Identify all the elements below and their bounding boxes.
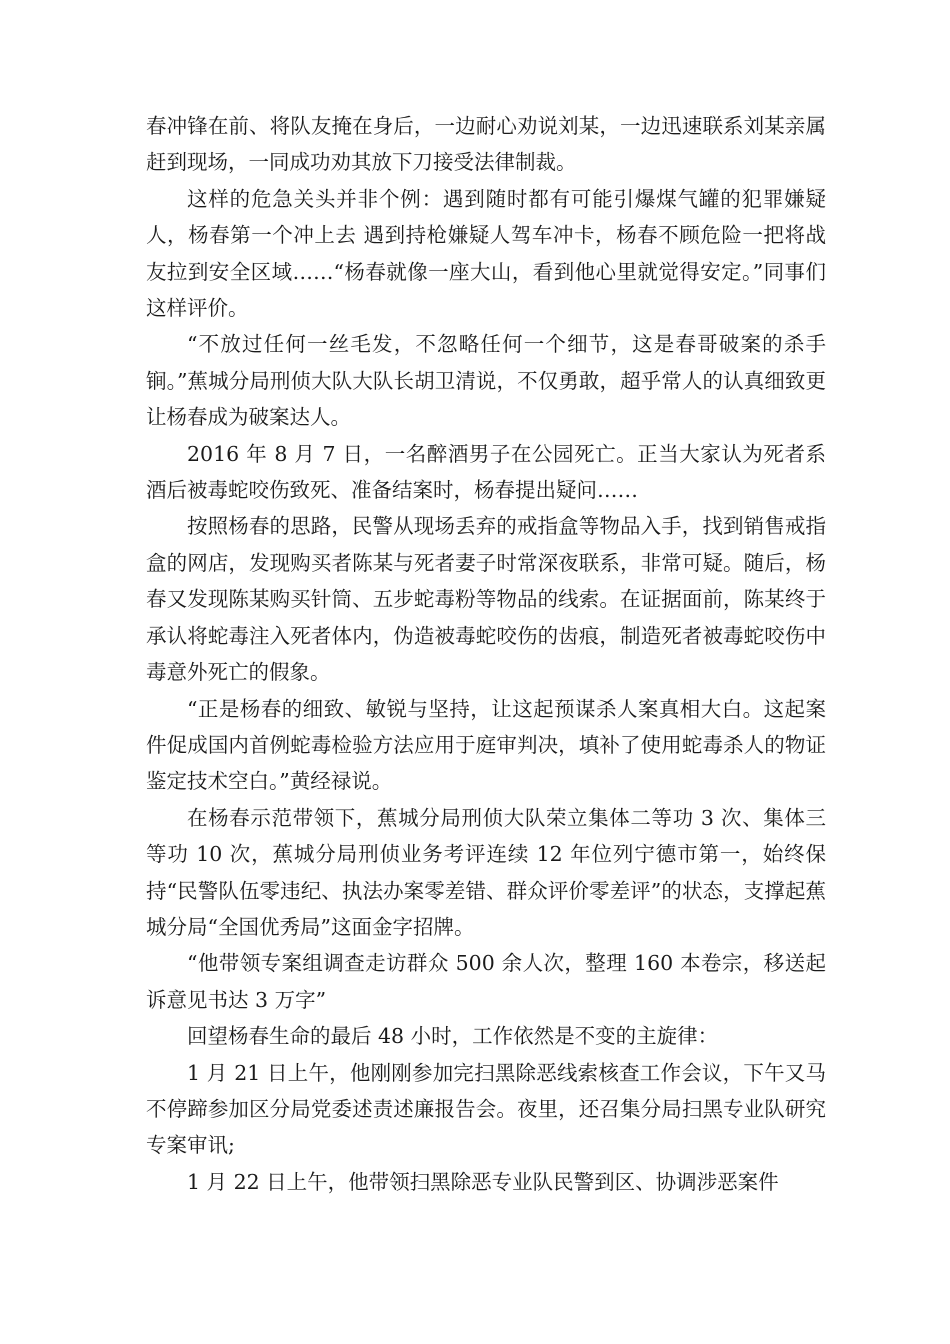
paragraph: “正是杨春的细致、敏锐与坚持，让这起预谋杀人案真相大白。这起案件促成国内首例蛇毒检验方法应用于庭审判决，填补了使用蛇毒杀人的物证鉴定技术空白。”黄经禄说。 (146, 696, 826, 794)
paragraph: 在杨春示范带领下，蕉城分局刑侦大队荣立集体二等功 3 次、集体三等功 10 次，蕉城分局刑侦业务考评连续 12 年位列宁德市第一，始终保持“民警队伍零违纪、执法办案零差错、群众评价零差评”的状态，支撑起蕉城分局“全国优秀局”这面金字招牌。 (146, 805, 826, 939)
paragraph: 1 月 21 日上午，他刚刚参加完扫黑除恶线索核查工作会议，下午又马不停蹄参加区分局党委述责述廉报告会。夜里，还召集分局扫黑专业队研究专案审讯; (146, 1060, 826, 1158)
paragraph: 1 月 22 日上午，他带领扫黑除恶专业队民警到区、协调涉恶案件 (187, 1169, 779, 1194)
paragraph-continued: 春冲锋在前、将队友掩在身后，一边耐心劝说刘某，一边迅速联系刘某亲属赶到现场，一同成功劝其放下刀接受法律制裁。 (146, 114, 826, 175)
paragraph: “他带领专案组调查走访群众 500 余人次，整理 160 本卷宗，移送起诉意见书达 3 万字” (146, 951, 826, 1012)
paragraph: 2016 年 8 月 7 日，一名醉酒男子在公园死亡。正当大家认为死者系酒后被毒蛇咬伤致死、准备结案时，杨春提出疑问…… (146, 441, 826, 503)
paragraph: 这样的危急关头并非个例：遇到随时都有可能引爆煤气罐的犯罪嫌疑人，杨春第一个冲上去 遇到持枪嫌疑人驾车冲卡，杨春不顾危险一把将战友拉到安全区域……“杨春就像一座大山，看到他心里就觉得安定。”同事们这样评价。 (146, 186, 826, 321)
paragraph: 回望杨春生命的最后 48 小时，工作依然是不变的主旋律： (187, 1024, 719, 1049)
paragraph: 按照杨春的思路，民警从现场丢弃的戒指盒等物品入手，找到销售戒指盒的网店，发现购买者陈某与死者妻子时常深夜联系，非常可疑。随后，杨春又发现陈某购买针筒、五步蛇毒粉等物品的线索。在证据面前，陈某终于承认将蛇毒注入死者体内，伪造被毒蛇咬伤的齿痕，制造死者被毒蛇咬伤中毒意外死亡的假象。 (146, 514, 826, 685)
paragraph: “不放过任何一丝毛发，不忽略任何一个细节，这是春哥破案的杀手锏。”蕉城分局刑侦大队大队长胡卫清说，不仅勇敢，超乎常人的认真细致更让杨春成为破案达人。 (146, 332, 826, 430)
